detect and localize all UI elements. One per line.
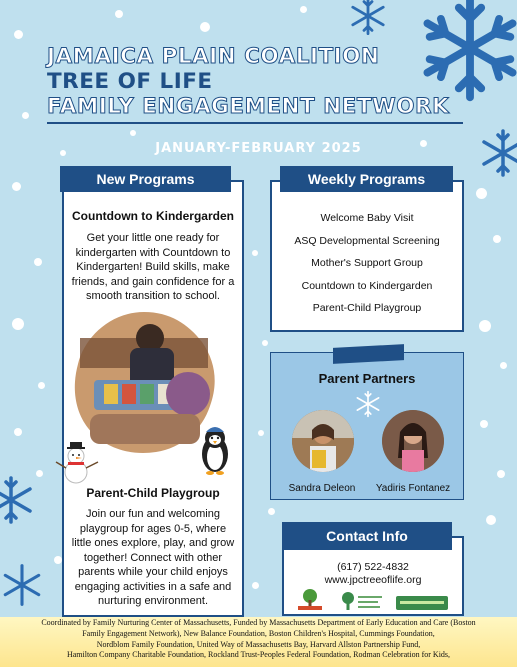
new-programs-tab: New Programs [60,166,231,192]
list-item: Welcome Baby Visit [320,212,414,224]
avatar [292,410,354,472]
playgroup-description: Join our fun and welcoming playgroup for ages 0-5, where little ones explore, play, and grow together! Connect with other parents while your child enjoys engaging activities in a safe and nurturing environment. [71,508,235,607]
countdown-title: Countdown to Kindergarden [72,209,234,223]
partner-logo [396,594,448,612]
header-line-2: TREE OF LIFE [47,69,213,94]
penguin-icon [198,426,232,476]
list-item: Parent-Child Playgroup [312,302,422,314]
snowflake-icon [0,556,44,614]
weekly-programs-tab: Weekly Programs [280,166,453,192]
partner-name: Yadiris Fontanez [375,483,451,494]
children-playing-photo [70,308,218,456]
snowflake-icon [346,0,390,36]
avatar [382,410,444,472]
snowman-icon [54,436,100,484]
date-range: JANUARY-FEBRUARY 2025 [155,141,362,156]
parent-partners-title: Parent Partners [318,371,416,386]
family-network-logo [340,590,384,612]
header-line-3: FAMILY ENGAGEMENT NETWORK [47,94,450,119]
playgroup-title: Parent-Child Playgroup [86,486,220,500]
weekly-programs-list [270,210,464,323]
contact-info-tab: Contact Info [282,522,452,550]
website-link[interactable]: www.jpctreeoflife.org [324,574,422,586]
countdown-description: Get your little one ready for kindergarten with Countdown to Kindergarten! Build skills, make friends, and gain confidence for a smooth transition to school. [71,232,235,302]
list-item: Mother's Support Group [311,257,423,269]
list-item: ASQ Developmental Screening [294,234,440,247]
snowflake-icon [0,466,36,534]
flyer-header [47,44,467,124]
partner-name: Sandra Deleon [288,483,356,494]
tree-of-life-logo [296,588,324,612]
phone-number: (617) 522-4832 [337,561,409,573]
snowflake-icon [354,390,382,418]
funding-footer: Coordinated by Family Nurturing Center of Massachusetts, Funded by Massachusetts Department of Early Education and Care (Boston Family Engagement Network), New Balance Foundation, Boston Children's Hospital, Cummings Foundation, Nordblom Family Foundation, United Way of Massachusetts Bay, Harvard Allston Partnership Fund, Hamilton Company Charitable Foundation, Rockland Trust-Peoples Federal Foundation, Rodman Celebration for Kids, [0,617,517,667]
list-item: Countdown to Kindergarden [301,279,433,292]
header-line-1: JAMAICA PLAIN COALITION [47,44,380,69]
header-divider [47,122,463,124]
